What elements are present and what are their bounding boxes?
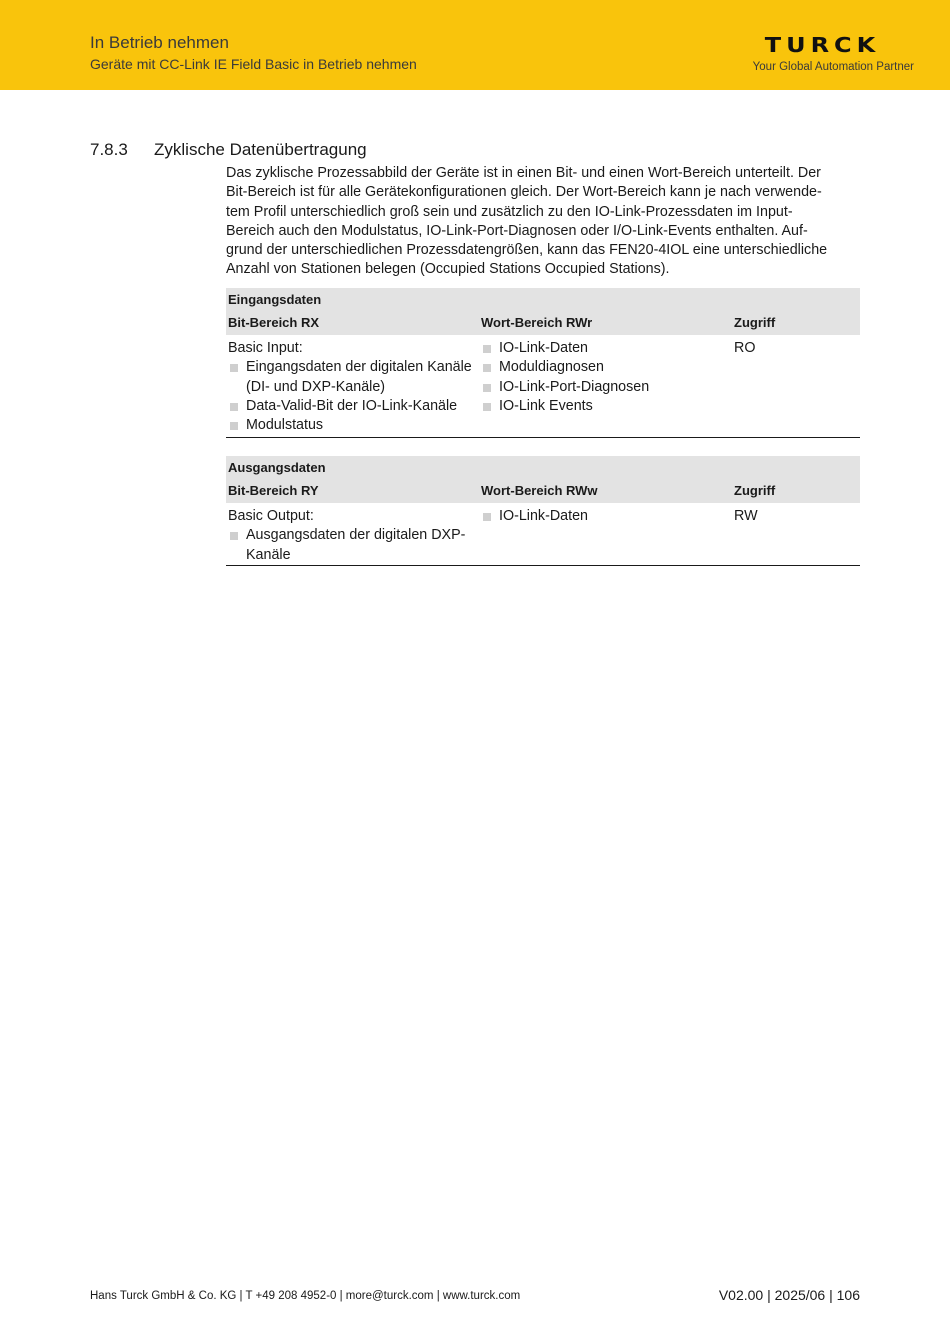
bit-area-cell [226,339,479,437]
list-item: Moduldiagnosen [481,358,732,377]
word-area-cell [479,339,732,437]
bit-area-cell [226,507,479,565]
word-area-list [481,507,732,526]
list-item: IO-Link-Port-Diagnosen [481,378,732,397]
header-access: Zugriff [734,483,776,498]
table-caption: Eingangsdaten [226,288,860,311]
bit-area-intro: Basic Output: [228,508,314,524]
intro-line: Das zyklische Prozessabbild der Geräte ist in einen Bit- und einen Wort-Bereich unterteilt. Der [226,165,821,181]
word-area-cell [479,507,732,565]
header-title: In Betrieb nehmen [90,33,229,52]
table-header-row [226,479,860,503]
footer-version-page: V02.00 | 2025/06 | 106 [718,1287,860,1303]
header-word-area: Wort-Bereich RWw [481,483,598,498]
list-item: Eingangsdaten der digitalen Kanäle (DI- und DXP-Kanäle) [228,358,479,397]
header-bit-area: Bit-Bereich RY [228,483,319,498]
intro-line: Bit-Bereich ist für alle Gerätekonfigurationen gleich. Der Wort-Bereich kann je nach verwende- [226,184,822,201]
access-cell: RW [734,508,758,524]
header-access: Zugriff [734,315,776,330]
list-item: Ausgangsdaten der digitalen DXP-Kanäle [228,526,479,565]
table-row [226,503,860,566]
word-area-list [481,339,732,416]
intro-paragraph [226,164,860,280]
intro-line: tem Profil unterschiedlich groß sein und zusätzlich zu den IO-Link-Prozessdaten im Input- [226,203,793,220]
list-item: IO-Link-Daten [481,507,732,526]
list-item: IO-Link-Daten [481,339,732,358]
table-caption: Ausgangsdaten [226,456,860,479]
intro-line: grund der unterschiedlichen Prozessdatengrößen, kann das FEN20-4IOL eine unterschiedliche [226,242,828,259]
footer-contact: Hans Turck GmbH & Co. KG | T +49 208 4952-0 | more@turck.com | www.turck.com [90,1290,521,1302]
input-data-table [226,288,860,438]
header-word-area: Wort-Bereich RWr [481,315,593,330]
table-row [226,335,860,438]
header-subtitle: Geräte mit CC-Link IE Field Basic in Betrieb nehmen [90,56,417,72]
section-title: Zyklische Datenübertragung [154,140,367,159]
section-number: 7.8.3 [90,140,128,159]
access-cell: RO [734,340,756,356]
intro-line: Bereich auch den Modulstatus, IO-Link-Port-Diagnosen oder I/O-Link-Events enthalten. Auf- [226,222,808,239]
bit-area-list [228,358,479,435]
list-item: IO-Link Events [481,397,732,416]
bit-area-intro: Basic Input: [228,340,303,356]
header-bit-area: Bit-Bereich RX [228,315,320,330]
table-header-row [226,311,860,335]
page-header [0,0,950,90]
intro-line: Anzahl von Stationen belegen (Occupied Stations Occupied Stations). [226,261,670,278]
list-item: Data-Valid-Bit der IO-Link-Kanäle [228,397,479,416]
logo-tagline: Your Global Automation Partner [752,61,914,73]
turck-logo: TURCK [764,33,881,57]
output-data-table [226,456,860,566]
bit-area-list [228,526,479,565]
list-item: Modulstatus [228,416,479,435]
